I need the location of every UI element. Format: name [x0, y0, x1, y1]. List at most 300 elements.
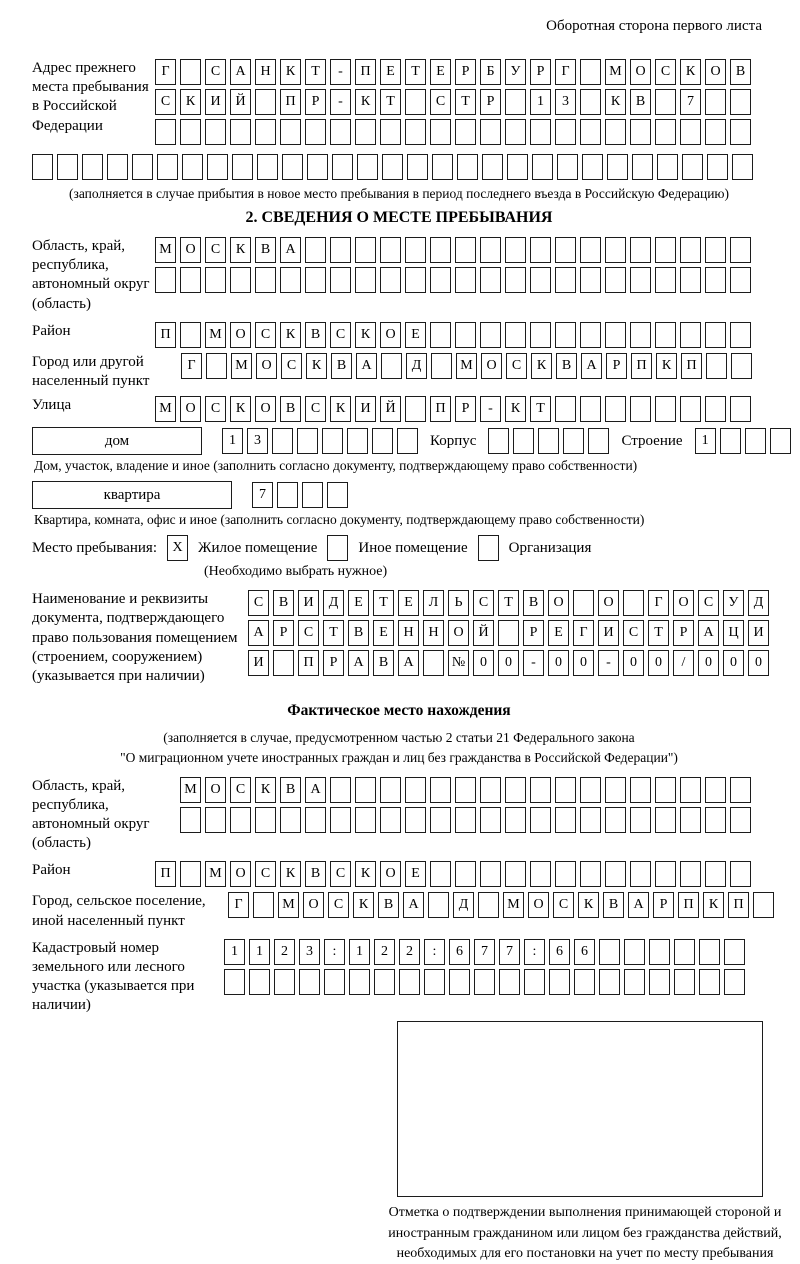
char-cell[interactable]: В: [280, 777, 301, 803]
char-cell[interactable]: Г: [648, 590, 669, 616]
char-cell[interactable]: [488, 428, 509, 454]
char-cell[interactable]: В: [348, 620, 369, 646]
char-cell[interactable]: 7: [474, 939, 495, 965]
char-cell[interactable]: У: [505, 59, 526, 85]
char-cell[interactable]: [324, 969, 345, 995]
char-cell[interactable]: П: [155, 322, 176, 348]
char-cell[interactable]: Р: [673, 620, 694, 646]
organization-checkbox[interactable]: [478, 535, 499, 561]
char-cell[interactable]: -: [330, 89, 351, 115]
char-cell[interactable]: С: [330, 861, 351, 887]
char-cell[interactable]: [530, 777, 551, 803]
char-cell[interactable]: С: [248, 590, 269, 616]
char-cell[interactable]: [655, 396, 676, 422]
char-cell[interactable]: [255, 119, 276, 145]
char-cell[interactable]: Н: [398, 620, 419, 646]
char-cell[interactable]: И: [205, 89, 226, 115]
char-cell[interactable]: [332, 154, 353, 180]
char-cell[interactable]: [580, 59, 601, 85]
char-cell[interactable]: [649, 969, 670, 995]
char-cell[interactable]: Й: [230, 89, 251, 115]
char-cell[interactable]: [730, 396, 751, 422]
char-cell[interactable]: К: [255, 777, 276, 803]
char-cell[interactable]: [630, 119, 651, 145]
char-cell[interactable]: [272, 428, 293, 454]
char-cell[interactable]: К: [280, 861, 301, 887]
char-cell[interactable]: Г: [181, 353, 202, 379]
char-cell[interactable]: К: [355, 861, 376, 887]
char-cell[interactable]: [273, 650, 294, 676]
char-cell[interactable]: К: [180, 89, 201, 115]
char-cell[interactable]: [355, 807, 376, 833]
char-cell[interactable]: С: [230, 777, 251, 803]
char-cell[interactable]: Е: [405, 322, 426, 348]
char-cell[interactable]: [327, 482, 348, 508]
dwelling-checkbox[interactable]: [167, 535, 188, 561]
char-cell[interactable]: [555, 237, 576, 263]
char-cell[interactable]: [157, 154, 178, 180]
char-cell[interactable]: [405, 396, 426, 422]
char-cell[interactable]: 0: [648, 650, 669, 676]
char-cell[interactable]: 6: [574, 939, 595, 965]
char-cell[interactable]: [705, 237, 726, 263]
char-cell[interactable]: К: [330, 396, 351, 422]
char-cell[interactable]: С: [430, 89, 451, 115]
char-cell[interactable]: К: [353, 892, 374, 918]
char-cell[interactable]: [372, 428, 393, 454]
char-cell[interactable]: К: [656, 353, 677, 379]
char-cell[interactable]: 1: [222, 428, 243, 454]
char-cell[interactable]: Т: [405, 59, 426, 85]
char-cell[interactable]: П: [298, 650, 319, 676]
char-cell[interactable]: [705, 89, 726, 115]
char-cell[interactable]: [405, 89, 426, 115]
char-cell[interactable]: 3: [247, 428, 268, 454]
char-cell[interactable]: 1: [530, 89, 551, 115]
char-cell[interactable]: [330, 267, 351, 293]
char-cell[interactable]: 7: [252, 482, 273, 508]
char-cell[interactable]: [299, 969, 320, 995]
char-cell[interactable]: [355, 119, 376, 145]
char-cell[interactable]: [680, 267, 701, 293]
char-cell[interactable]: -: [523, 650, 544, 676]
char-cell[interactable]: С: [281, 353, 302, 379]
char-cell[interactable]: Р: [273, 620, 294, 646]
char-cell[interactable]: Ь: [448, 590, 469, 616]
char-cell[interactable]: [423, 650, 444, 676]
char-cell[interactable]: [355, 267, 376, 293]
char-cell[interactable]: К: [531, 353, 552, 379]
char-cell[interactable]: [32, 154, 53, 180]
char-cell[interactable]: С: [255, 322, 276, 348]
char-cell[interactable]: [555, 267, 576, 293]
char-cell[interactable]: [255, 267, 276, 293]
char-cell[interactable]: С: [205, 59, 226, 85]
char-cell[interactable]: [555, 396, 576, 422]
char-cell[interactable]: [655, 322, 676, 348]
char-cell[interactable]: [563, 428, 584, 454]
char-cell[interactable]: [480, 777, 501, 803]
char-cell[interactable]: Г: [228, 892, 249, 918]
char-cell[interactable]: [505, 322, 526, 348]
char-cell[interactable]: [480, 267, 501, 293]
char-cell[interactable]: [249, 969, 270, 995]
char-cell[interactable]: [480, 861, 501, 887]
char-cell[interactable]: [530, 807, 551, 833]
char-cell[interactable]: [655, 807, 676, 833]
char-cell[interactable]: [655, 777, 676, 803]
char-cell[interactable]: [282, 154, 303, 180]
char-cell[interactable]: [180, 861, 201, 887]
char-cell[interactable]: [381, 353, 402, 379]
char-cell[interactable]: [680, 807, 701, 833]
char-cell[interactable]: [724, 939, 745, 965]
char-cell[interactable]: [399, 969, 420, 995]
char-cell[interactable]: [480, 119, 501, 145]
char-cell[interactable]: В: [305, 861, 326, 887]
char-cell[interactable]: [680, 861, 701, 887]
char-cell[interactable]: [623, 590, 644, 616]
char-cell[interactable]: Р: [305, 89, 326, 115]
char-cell[interactable]: В: [523, 590, 544, 616]
char-cell[interactable]: [555, 861, 576, 887]
char-cell[interactable]: [480, 807, 501, 833]
char-cell[interactable]: 0: [723, 650, 744, 676]
char-cell[interactable]: В: [331, 353, 352, 379]
char-cell[interactable]: [730, 777, 751, 803]
char-cell[interactable]: [205, 807, 226, 833]
char-cell[interactable]: Б: [480, 59, 501, 85]
char-cell[interactable]: [624, 969, 645, 995]
char-cell[interactable]: Р: [455, 396, 476, 422]
char-cell[interactable]: [505, 807, 526, 833]
char-cell[interactable]: С: [328, 892, 349, 918]
char-cell[interactable]: Т: [380, 89, 401, 115]
char-cell[interactable]: С: [155, 89, 176, 115]
char-cell[interactable]: О: [230, 861, 251, 887]
char-cell[interactable]: [224, 969, 245, 995]
char-cell[interactable]: Д: [406, 353, 427, 379]
char-cell[interactable]: В: [273, 590, 294, 616]
char-cell[interactable]: А: [581, 353, 602, 379]
char-cell[interactable]: [630, 322, 651, 348]
char-cell[interactable]: П: [728, 892, 749, 918]
char-cell[interactable]: [230, 267, 251, 293]
char-cell[interactable]: [505, 237, 526, 263]
char-cell[interactable]: [431, 353, 452, 379]
char-cell[interactable]: Т: [530, 396, 551, 422]
char-cell[interactable]: 0: [498, 650, 519, 676]
char-cell[interactable]: [455, 119, 476, 145]
char-cell[interactable]: Д: [323, 590, 344, 616]
char-cell[interactable]: С: [623, 620, 644, 646]
char-cell[interactable]: М: [231, 353, 252, 379]
char-cell[interactable]: В: [280, 396, 301, 422]
char-cell[interactable]: [405, 267, 426, 293]
char-cell[interactable]: [655, 267, 676, 293]
char-cell[interactable]: С: [255, 861, 276, 887]
char-cell[interactable]: Т: [305, 59, 326, 85]
char-cell[interactable]: [507, 154, 528, 180]
char-cell[interactable]: О: [705, 59, 726, 85]
char-cell[interactable]: [230, 807, 251, 833]
char-cell[interactable]: [405, 777, 426, 803]
char-cell[interactable]: [257, 154, 278, 180]
char-cell[interactable]: 0: [473, 650, 494, 676]
char-cell[interactable]: [580, 807, 601, 833]
char-cell[interactable]: [277, 482, 298, 508]
char-cell[interactable]: П: [678, 892, 699, 918]
char-cell[interactable]: О: [303, 892, 324, 918]
char-cell[interactable]: А: [356, 353, 377, 379]
char-cell[interactable]: [680, 237, 701, 263]
char-cell[interactable]: [530, 861, 551, 887]
char-cell[interactable]: Е: [430, 59, 451, 85]
char-cell[interactable]: [455, 322, 476, 348]
char-cell[interactable]: [205, 267, 226, 293]
char-cell[interactable]: [155, 119, 176, 145]
char-cell[interactable]: С: [473, 590, 494, 616]
char-cell[interactable]: 0: [573, 650, 594, 676]
char-cell[interactable]: [432, 154, 453, 180]
char-cell[interactable]: К: [280, 322, 301, 348]
char-cell[interactable]: [255, 807, 276, 833]
char-cell[interactable]: О: [205, 777, 226, 803]
char-cell[interactable]: И: [298, 590, 319, 616]
char-cell[interactable]: Е: [348, 590, 369, 616]
char-cell[interactable]: Р: [606, 353, 627, 379]
char-cell[interactable]: [753, 892, 774, 918]
char-cell[interactable]: [274, 969, 295, 995]
char-cell[interactable]: [297, 428, 318, 454]
char-cell[interactable]: [180, 59, 201, 85]
char-cell[interactable]: О: [256, 353, 277, 379]
char-cell[interactable]: [505, 119, 526, 145]
char-cell[interactable]: [355, 777, 376, 803]
char-cell[interactable]: [605, 777, 626, 803]
char-cell[interactable]: [132, 154, 153, 180]
char-cell[interactable]: М: [155, 237, 176, 263]
char-cell[interactable]: [724, 969, 745, 995]
char-cell[interactable]: [630, 861, 651, 887]
char-cell[interactable]: [253, 892, 274, 918]
char-cell[interactable]: [730, 807, 751, 833]
char-cell[interactable]: О: [180, 396, 201, 422]
char-cell[interactable]: [57, 154, 78, 180]
char-cell[interactable]: [82, 154, 103, 180]
char-cell[interactable]: К: [578, 892, 599, 918]
char-cell[interactable]: Л: [423, 590, 444, 616]
char-cell[interactable]: [349, 969, 370, 995]
char-cell[interactable]: [280, 267, 301, 293]
char-cell[interactable]: М: [503, 892, 524, 918]
char-cell[interactable]: К: [680, 59, 701, 85]
char-cell[interactable]: [505, 777, 526, 803]
char-cell[interactable]: С: [205, 396, 226, 422]
char-cell[interactable]: [430, 119, 451, 145]
char-cell[interactable]: [530, 237, 551, 263]
char-cell[interactable]: К: [505, 396, 526, 422]
char-cell[interactable]: /: [673, 650, 694, 676]
char-cell[interactable]: Р: [530, 59, 551, 85]
char-cell[interactable]: [605, 119, 626, 145]
char-cell[interactable]: [155, 267, 176, 293]
char-cell[interactable]: П: [155, 861, 176, 887]
char-cell[interactable]: К: [230, 237, 251, 263]
char-cell[interactable]: Г: [573, 620, 594, 646]
char-cell[interactable]: [499, 969, 520, 995]
char-cell[interactable]: [530, 267, 551, 293]
char-cell[interactable]: [605, 861, 626, 887]
char-cell[interactable]: Т: [373, 590, 394, 616]
char-cell[interactable]: [478, 535, 499, 561]
char-cell[interactable]: [630, 807, 651, 833]
char-cell[interactable]: [605, 396, 626, 422]
char-cell[interactable]: [682, 154, 703, 180]
char-cell[interactable]: [380, 119, 401, 145]
char-cell[interactable]: [588, 428, 609, 454]
char-cell[interactable]: [705, 777, 726, 803]
char-cell[interactable]: [730, 89, 751, 115]
char-cell[interactable]: К: [355, 89, 376, 115]
char-cell[interactable]: М: [205, 861, 226, 887]
char-cell[interactable]: [680, 396, 701, 422]
char-cell[interactable]: [630, 237, 651, 263]
char-cell[interactable]: [699, 969, 720, 995]
char-cell[interactable]: [705, 807, 726, 833]
char-cell[interactable]: [206, 353, 227, 379]
char-cell[interactable]: [730, 322, 751, 348]
char-cell[interactable]: [380, 807, 401, 833]
char-cell[interactable]: [555, 322, 576, 348]
char-cell[interactable]: [730, 861, 751, 887]
char-cell[interactable]: [730, 237, 751, 263]
char-cell[interactable]: [405, 119, 426, 145]
char-cell[interactable]: А: [398, 650, 419, 676]
char-cell[interactable]: [280, 807, 301, 833]
char-cell[interactable]: О: [548, 590, 569, 616]
char-cell[interactable]: [182, 154, 203, 180]
char-cell[interactable]: [455, 807, 476, 833]
char-cell[interactable]: П: [280, 89, 301, 115]
char-cell[interactable]: О: [481, 353, 502, 379]
char-cell[interactable]: [430, 237, 451, 263]
char-cell[interactable]: А: [280, 237, 301, 263]
char-cell[interactable]: Д: [748, 590, 769, 616]
char-cell[interactable]: 3: [299, 939, 320, 965]
char-cell[interactable]: [655, 237, 676, 263]
char-cell[interactable]: И: [748, 620, 769, 646]
char-cell[interactable]: [430, 267, 451, 293]
char-cell[interactable]: [478, 892, 499, 918]
char-cell[interactable]: X: [167, 535, 188, 561]
char-cell[interactable]: Й: [380, 396, 401, 422]
char-cell[interactable]: [720, 428, 741, 454]
char-cell[interactable]: А: [305, 777, 326, 803]
char-cell[interactable]: 3: [555, 89, 576, 115]
char-cell[interactable]: [330, 807, 351, 833]
char-cell[interactable]: М: [278, 892, 299, 918]
char-cell[interactable]: [524, 969, 545, 995]
char-cell[interactable]: [599, 939, 620, 965]
char-cell[interactable]: [407, 154, 428, 180]
char-cell[interactable]: [557, 154, 578, 180]
char-cell[interactable]: М: [456, 353, 477, 379]
char-cell[interactable]: [405, 237, 426, 263]
char-cell[interactable]: [430, 861, 451, 887]
char-cell[interactable]: [457, 154, 478, 180]
char-cell[interactable]: [505, 267, 526, 293]
char-cell[interactable]: [305, 119, 326, 145]
char-cell[interactable]: [480, 237, 501, 263]
char-cell[interactable]: А: [698, 620, 719, 646]
char-cell[interactable]: [180, 267, 201, 293]
char-cell[interactable]: :: [524, 939, 545, 965]
char-cell[interactable]: [330, 777, 351, 803]
char-cell[interactable]: К: [355, 322, 376, 348]
dom-type-box[interactable]: дом: [32, 427, 202, 455]
char-cell[interactable]: [498, 620, 519, 646]
char-cell[interactable]: М: [155, 396, 176, 422]
char-cell[interactable]: [455, 861, 476, 887]
char-cell[interactable]: [380, 237, 401, 263]
char-cell[interactable]: О: [380, 322, 401, 348]
char-cell[interactable]: -: [330, 59, 351, 85]
char-cell[interactable]: [605, 322, 626, 348]
char-cell[interactable]: [580, 322, 601, 348]
char-cell[interactable]: [449, 969, 470, 995]
char-cell[interactable]: [630, 777, 651, 803]
char-cell[interactable]: Е: [380, 59, 401, 85]
char-cell[interactable]: В: [630, 89, 651, 115]
kvartira-type-box[interactable]: квартира: [32, 481, 232, 509]
char-cell[interactable]: П: [631, 353, 652, 379]
char-cell[interactable]: [302, 482, 323, 508]
char-cell[interactable]: [705, 119, 726, 145]
char-cell[interactable]: Ц: [723, 620, 744, 646]
char-cell[interactable]: О: [255, 396, 276, 422]
char-cell[interactable]: [180, 119, 201, 145]
char-cell[interactable]: [107, 154, 128, 180]
char-cell[interactable]: [732, 154, 753, 180]
char-cell[interactable]: [255, 89, 276, 115]
char-cell[interactable]: [731, 353, 752, 379]
char-cell[interactable]: [330, 119, 351, 145]
char-cell[interactable]: [574, 969, 595, 995]
char-cell[interactable]: [555, 119, 576, 145]
char-cell[interactable]: 1: [349, 939, 370, 965]
char-cell[interactable]: К: [703, 892, 724, 918]
char-cell[interactable]: [624, 939, 645, 965]
char-cell[interactable]: [680, 777, 701, 803]
char-cell[interactable]: [480, 322, 501, 348]
char-cell[interactable]: М: [605, 59, 626, 85]
char-cell[interactable]: [455, 777, 476, 803]
char-cell[interactable]: [330, 237, 351, 263]
char-cell[interactable]: В: [603, 892, 624, 918]
char-cell[interactable]: [630, 396, 651, 422]
char-cell[interactable]: 1: [224, 939, 245, 965]
char-cell[interactable]: [580, 396, 601, 422]
char-cell[interactable]: [532, 154, 553, 180]
char-cell[interactable]: [232, 154, 253, 180]
char-cell[interactable]: Й: [473, 620, 494, 646]
char-cell[interactable]: Т: [648, 620, 669, 646]
char-cell[interactable]: [580, 89, 601, 115]
char-cell[interactable]: [680, 322, 701, 348]
char-cell[interactable]: [655, 861, 676, 887]
char-cell[interactable]: [657, 154, 678, 180]
